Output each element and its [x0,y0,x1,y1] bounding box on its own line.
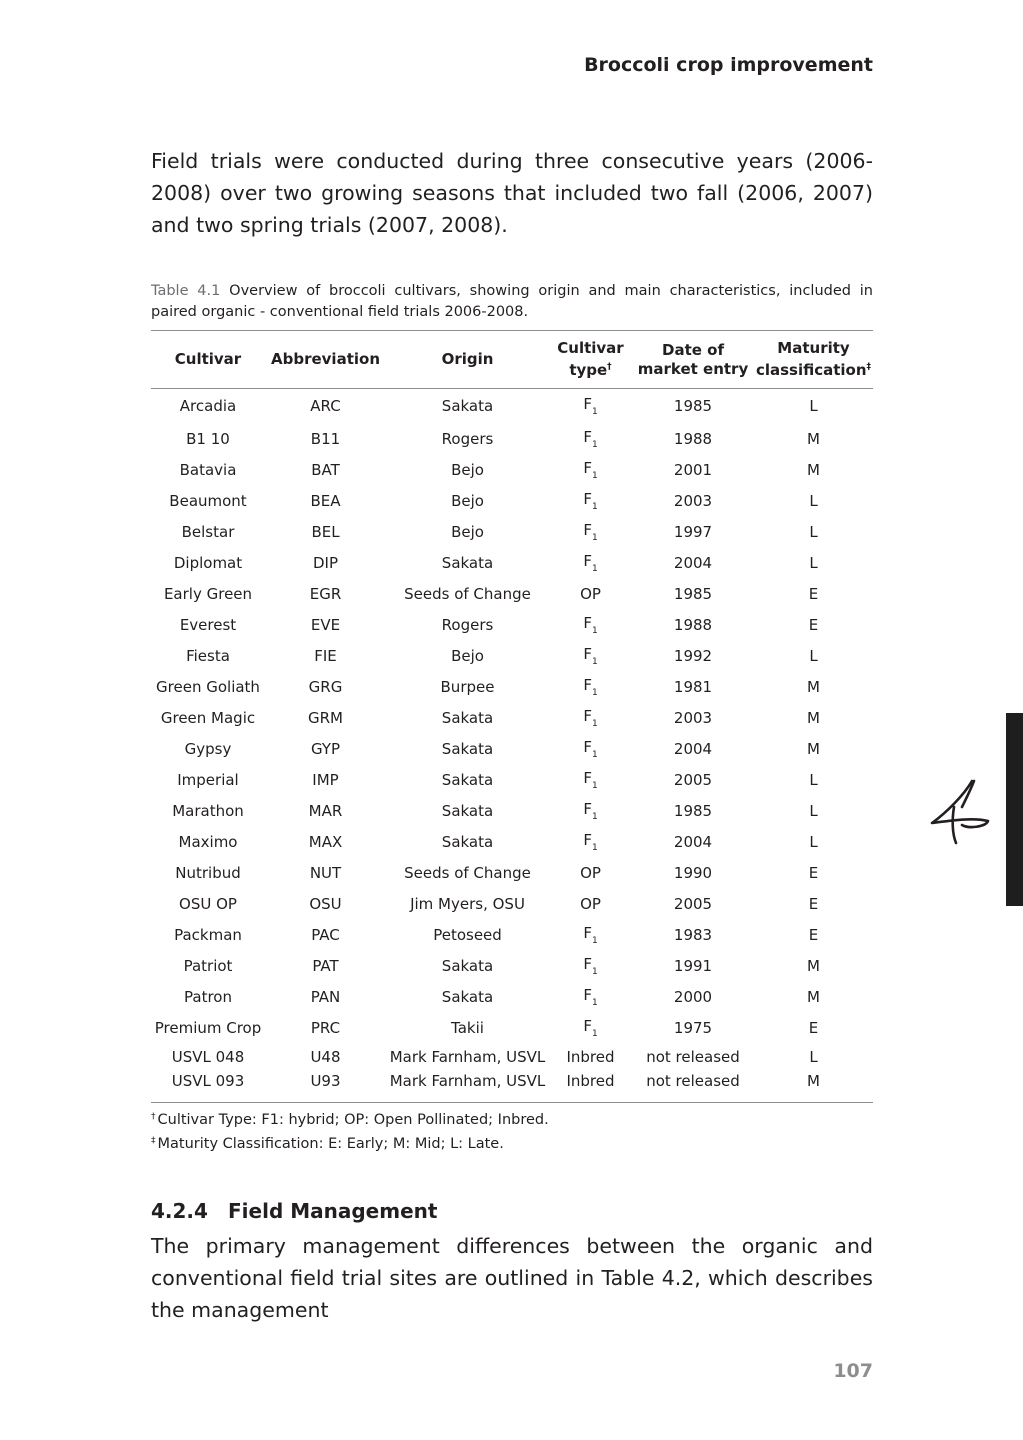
cell-maturity: M [807,739,820,758]
cell-cultivar-type: OP [580,863,601,882]
table-row [151,578,873,609]
cell-market-entry: 1985 [673,801,713,820]
cell-origin: Sakata [441,739,494,758]
cell-market-entry: 1990 [673,863,713,882]
table-row [151,733,873,764]
header-cultivar-type: Cultivar type† [549,331,632,389]
cell-cultivar: Arcadia [179,397,237,415]
cell-abbreviation: PAT [312,956,339,975]
header-abbreviation: Abbreviation [265,331,386,389]
cell-market-entry: 2000 [673,987,713,1006]
cell-cultivar-type: OP [580,584,601,603]
cell-maturity: E [808,1018,819,1037]
cell-cultivar-type: $F_1$ [583,985,598,1008]
cell-maturity: M [754,1071,873,1103]
table-row [151,1071,873,1103]
cell-market-entry: not released [646,1048,740,1066]
cell-origin: Takii [451,1018,484,1037]
cell-cultivar-type: $F_1$ [583,737,598,760]
table-row [151,423,873,454]
table-row [151,764,873,795]
cell-cultivar: Packman [174,925,242,944]
cell-origin: Sakata [441,708,494,727]
cell-market-entry: 1981 [673,677,713,696]
cell-origin: Sakata [441,397,494,415]
table-row [151,640,873,671]
cell-market-entry: 2003 [673,491,713,510]
running-head: Broccoli crop improvement [584,54,873,76]
cell-abbreviation: GYP [310,739,341,758]
cell-maturity: E [808,863,819,882]
cell-cultivar-type: $F_1$ [583,954,598,977]
table-row [151,981,873,1012]
cell-abbreviation: EGR [309,584,342,603]
cell-maturity: E [808,894,819,913]
cell-abbreviation: IMP [312,770,339,789]
section-number: 4.2.4 [151,1199,208,1223]
cell-market-entry: 2005 [673,770,713,789]
cell-abbreviation: NUT [309,863,342,882]
table-row [151,795,873,826]
cell-abbreviation: U48 [310,1048,341,1066]
table-row [151,454,873,485]
cell-cultivar-type: $F_1$ [583,551,598,574]
cell-origin: Seeds of Change [404,584,531,603]
header-maturity: Maturity classification‡ [754,331,873,389]
cell-origin: Bejo [451,522,484,541]
cell-market-entry: 2003 [673,708,713,727]
cell-origin: Burpee [440,677,495,696]
cell-abbreviation: EVE [310,615,341,634]
cell-cultivar-type: $F_1$ [583,644,598,667]
cell-abbreviation: OSU [309,894,342,913]
cell-abbreviation: U93 [265,1071,386,1103]
cell-maturity: E [808,925,819,944]
cell-cultivar-type: $F_1$ [583,1016,598,1039]
cell-cultivar-type: $F_1$ [583,613,598,636]
table-row [151,1012,873,1043]
cell-maturity: L [809,832,818,851]
cell-cultivar-type: $F_1$ [583,768,598,791]
cell-abbreviation: MAR [308,801,343,820]
cell-cultivar: Maximo [178,832,238,851]
cell-origin: Jim Myers, OSU [410,894,525,913]
cell-cultivar-type: Inbred [566,1048,615,1066]
cell-cultivar: Beaumont [169,491,247,510]
cell-abbreviation: DIP [312,553,339,572]
table-row [151,857,873,888]
page-number: 107 [833,1360,873,1382]
table-row [151,485,873,516]
cell-market-entry: 1991 [673,956,713,975]
cell-origin: Sakata [441,832,494,851]
header-origin: Origin [386,331,549,389]
cell-market-entry: 1975 [673,1018,713,1037]
cultivar-table [151,330,873,1103]
cell-origin: Seeds of Change [404,863,531,882]
table-caption-text: Overview of broccoli cultivars, showing origin and main characteristics, included in paired organic - conventional field trials 2006-2008. [151,283,873,320]
cell-market-entry: 1988 [673,615,713,634]
table-caption-label: Table 4.1 [151,283,221,299]
cell-market-entry: 1983 [673,925,713,944]
cell-cultivar: Early Green [163,584,253,603]
cell-cultivar: Batavia [179,460,237,479]
cell-origin: Bejo [451,491,484,510]
cell-abbreviation: PAN [310,987,341,1006]
cell-cultivar-type: $F_1$ [583,706,598,729]
table-row [151,702,873,733]
cell-origin: Sakata [441,553,494,572]
cell-maturity: L [809,1048,818,1066]
table-row [151,671,873,702]
cell-cultivar-type: Inbred [549,1071,632,1103]
cell-cultivar: Patron [184,987,232,1006]
cell-abbreviation: FIE [314,646,337,665]
cell-abbreviation: BAT [311,460,340,479]
cell-cultivar: Green Goliath [156,677,260,696]
cell-maturity: M [807,677,820,696]
cell-cultivar-type: $F_1$ [583,520,598,543]
table-row [151,888,873,919]
cell-abbreviation: BEL [311,522,340,541]
table-row [151,389,873,424]
cell-maturity: L [809,491,818,510]
cell-cultivar: Nutribud [175,863,241,882]
cell-market-entry: 2004 [673,739,713,758]
footnote-cultivar-type: † Cultivar Type: F1: hybrid; OP: Open Pollinated; Inbred. [151,1112,549,1128]
cell-abbreviation: ARC [310,397,341,415]
table-row [151,516,873,547]
table-row [151,1043,873,1071]
cell-cultivar: Green Magic [160,708,256,727]
cell-cultivar: Premium Crop [154,1018,262,1037]
cell-abbreviation: PRC [310,1018,341,1037]
section-title: Field Management [228,1199,438,1223]
cell-market-entry: 1988 [673,429,713,448]
table-footnotes [151,1107,873,1155]
cell-abbreviation: B11 [310,429,341,448]
table-header-row [151,331,873,389]
cell-market-entry: 1997 [673,522,713,541]
cell-abbreviation: BEA [310,491,341,510]
cell-maturity: M [807,460,820,479]
cell-market-entry: 2001 [673,460,713,479]
cell-cultivar-type: $F_1$ [583,830,598,853]
cell-market-entry: 2004 [673,553,713,572]
cell-cultivar-type: $F_1$ [583,923,598,946]
cell-market-entry: not released [632,1071,754,1103]
cell-maturity: L [809,397,818,415]
table-row [151,919,873,950]
cell-maturity: M [807,429,820,448]
cell-cultivar-type: $F_1$ [583,489,598,512]
cell-maturity: L [809,522,818,541]
intro-paragraph: Field trials were conducted during three consecutive years (2006-2008) over two growing seasons that included two fall (2006, 2007) and two spring trials (2007, 2008). [151,149,873,237]
cell-cultivar: Imperial [177,770,239,789]
cell-cultivar-type: $F_1$ [583,458,598,481]
cell-cultivar: B1 10 [186,429,230,448]
cell-maturity: L [809,770,818,789]
table-row [151,950,873,981]
cell-maturity: M [807,708,820,727]
table-body [151,389,873,1103]
table-row [151,609,873,640]
cell-cultivar-type: OP [580,894,601,913]
footnote-maturity: ‡ Maturity Classification: E: Early; M: Mid; L: Late. [151,1136,504,1152]
cell-origin: Sakata [441,801,494,820]
cell-cultivar: Patriot [183,956,233,975]
cell-origin: Mark Farnham, USVL [389,1048,546,1066]
cell-cultivar: Belstar [181,522,235,541]
cell-abbreviation: PAC [311,925,340,944]
cell-maturity: L [809,801,818,820]
cell-cultivar: Marathon [172,801,244,820]
table-row [151,826,873,857]
cell-abbreviation: GRM [308,708,343,727]
cell-cultivar-type: $F_1$ [583,427,598,450]
cell-origin: Sakata [441,956,494,975]
section-heading [151,1199,437,1223]
cell-cultivar: Gypsy [184,739,232,758]
cell-cultivar-type: $F_1$ [583,395,598,417]
body-paragraph: The primary management differences between the organic and conventional field trial sites are outlined in Table 4.2, which describes the management [151,1234,873,1322]
cell-origin: Rogers [441,615,494,634]
cell-origin: Bejo [451,460,484,479]
header-market-entry: Date of market entry [632,331,754,389]
cell-cultivar: OSU OP [179,894,237,913]
cell-market-entry: 1992 [673,646,713,665]
cell-origin: Sakata [441,987,494,1006]
header-cultivar: Cultivar [151,331,265,389]
cell-cultivar-type: $F_1$ [583,799,598,822]
cell-origin: Mark Farnham, USVL [386,1071,549,1103]
cell-abbreviation: MAX [308,832,343,851]
chapter-thumb-tab [1006,713,1023,906]
cell-cultivar: USVL 093 [151,1071,265,1103]
cell-market-entry: 2005 [673,894,713,913]
cell-maturity: M [807,987,820,1006]
cell-origin: Petoseed [433,925,502,944]
cell-abbreviation: GRG [308,677,343,696]
cell-origin: Bejo [451,646,484,665]
cell-cultivar: Everest [179,615,237,634]
cell-market-entry: 2004 [673,832,713,851]
chapter-number-mark [928,777,992,845]
cell-maturity: E [808,584,819,603]
cell-origin: Sakata [441,770,494,789]
cell-maturity: E [808,615,819,634]
cell-cultivar: Fiesta [186,646,230,665]
cell-maturity: L [809,553,818,572]
table-caption [151,281,873,323]
cell-market-entry: 1985 [673,397,713,415]
cell-cultivar-type: $F_1$ [583,675,598,698]
cell-maturity: M [807,956,820,975]
cell-origin: Rogers [441,429,494,448]
table-row [151,547,873,578]
cell-maturity: L [809,646,818,665]
cell-cultivar: Diplomat [173,553,243,572]
cell-market-entry: 1985 [673,584,713,603]
cell-cultivar: USVL 048 [171,1048,245,1066]
